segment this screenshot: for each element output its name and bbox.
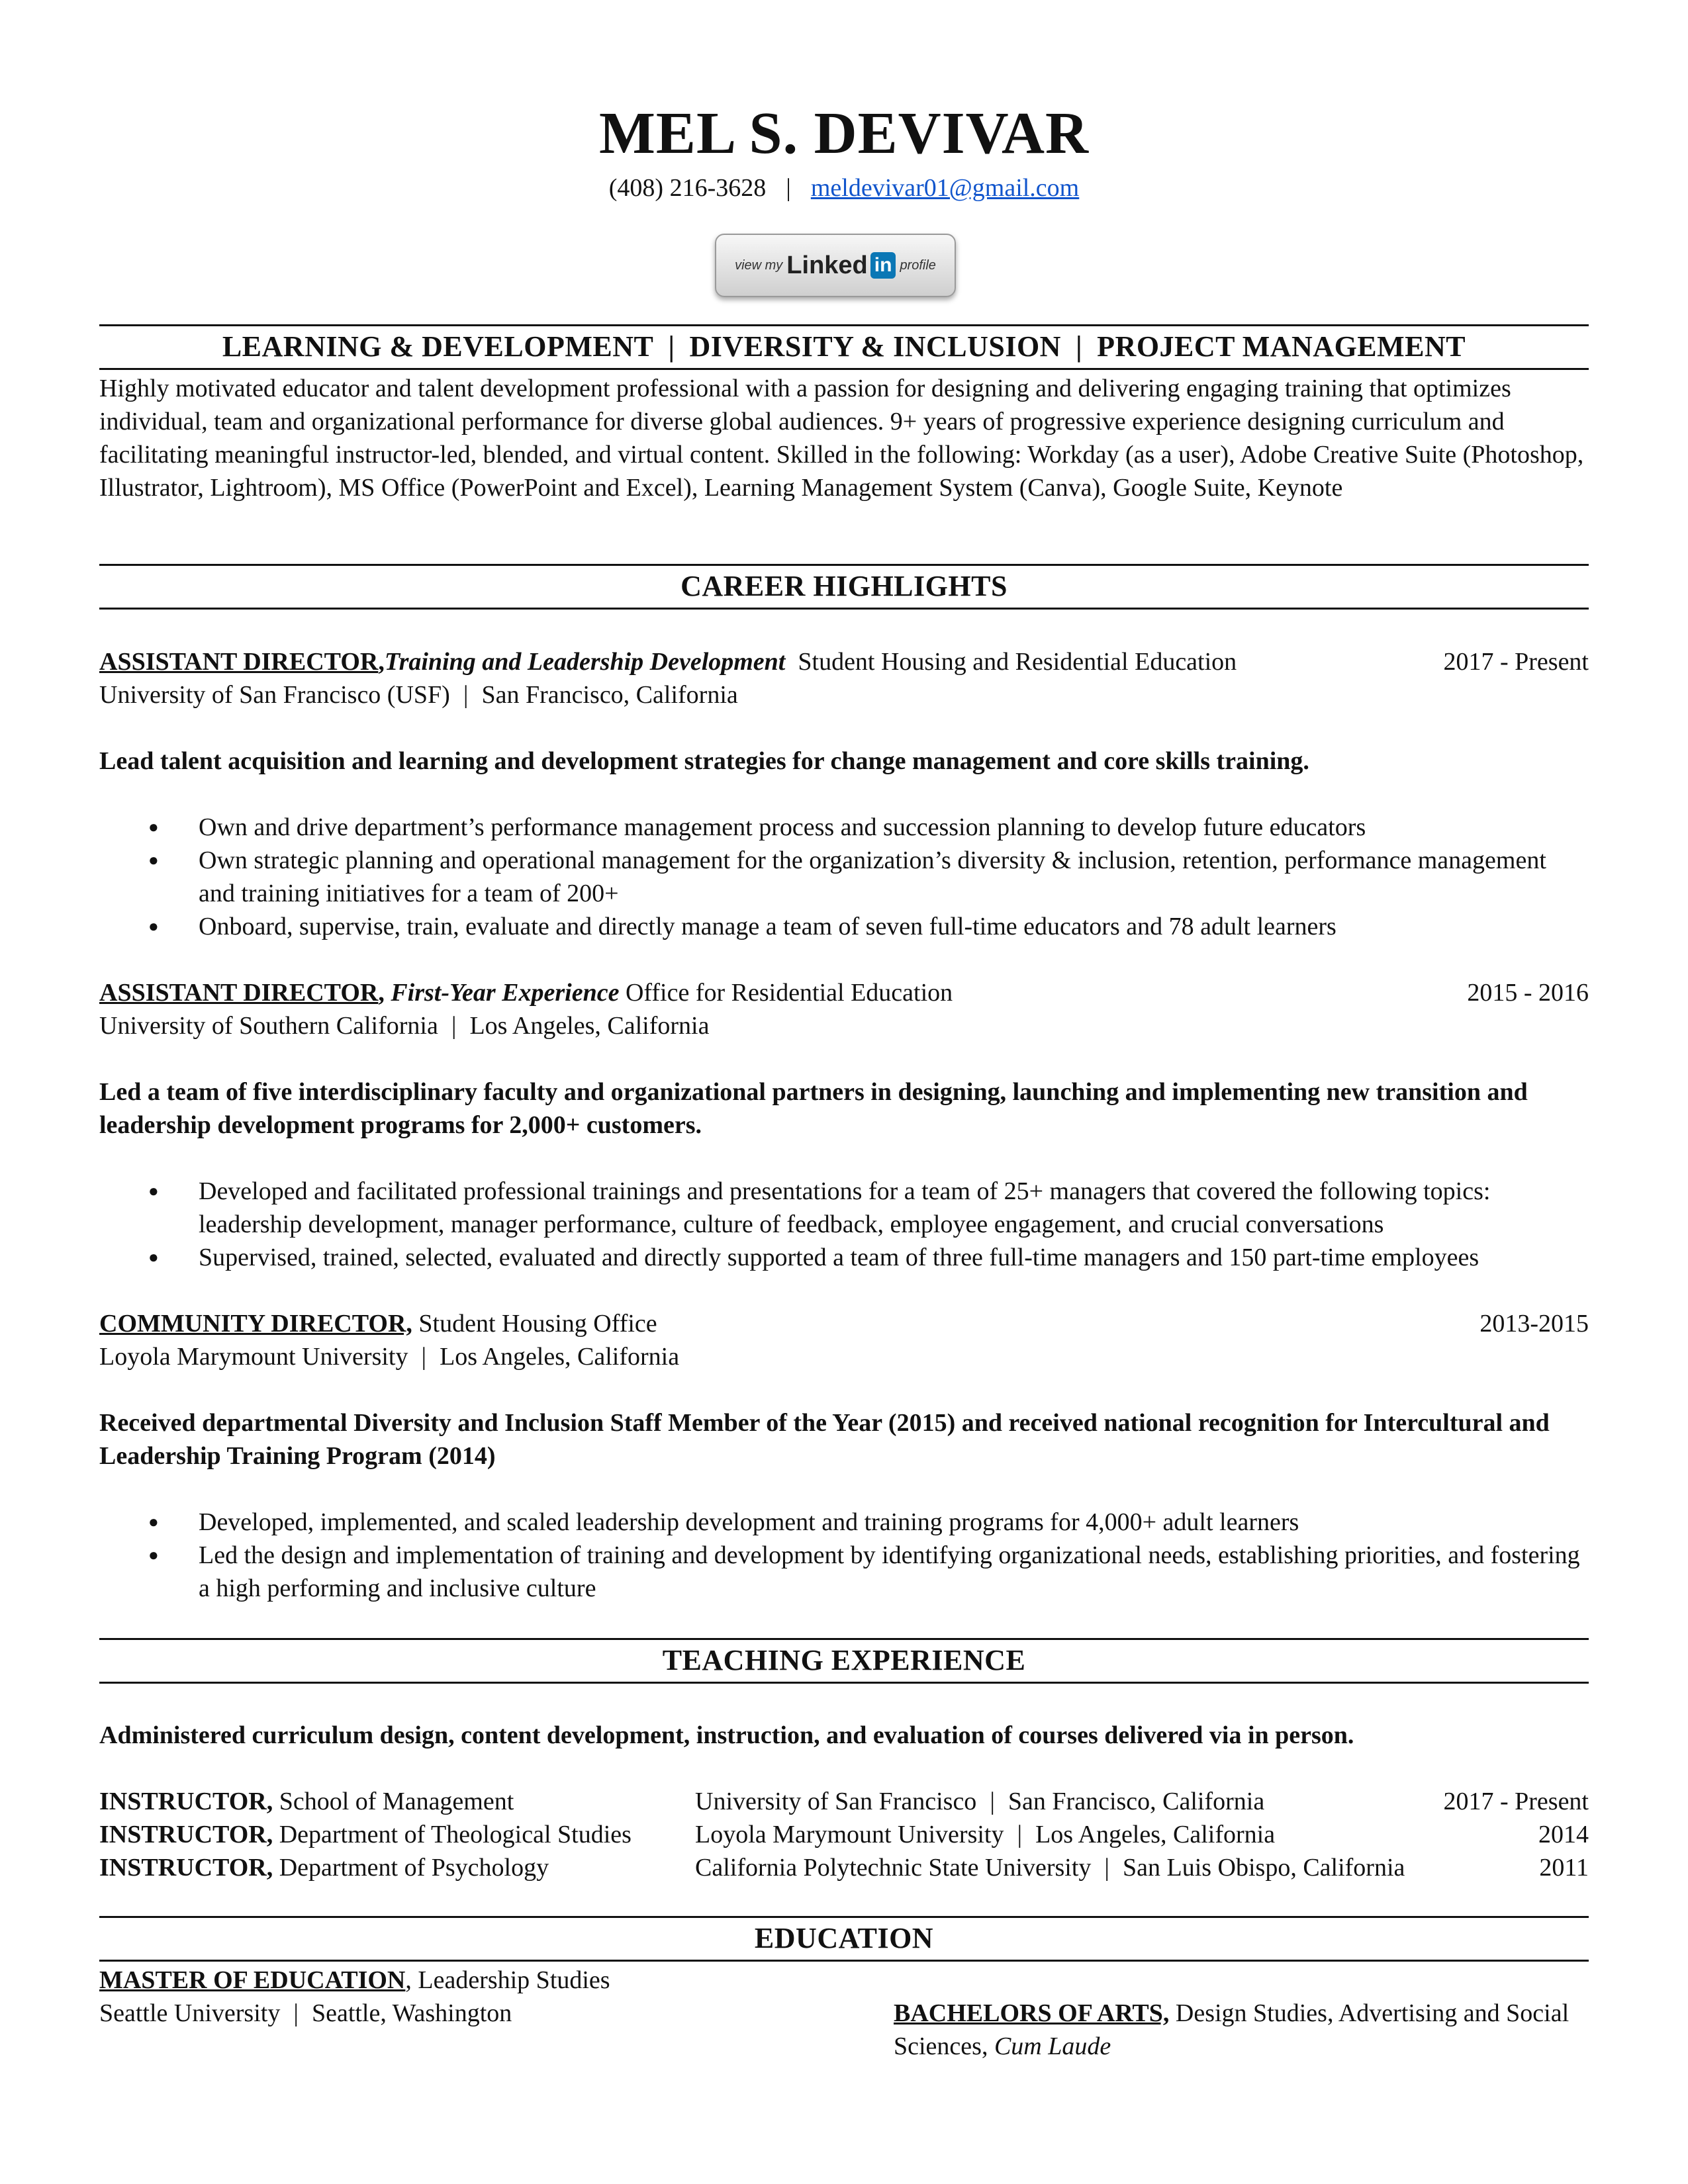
list-item: ● Developed, implemented, and scaled leadership development and training programs for 4,000+ adult learners	[99, 1506, 1589, 1539]
job-title-line	[99, 1307, 1589, 1340]
job-department: Student Housing and Residential Education	[798, 648, 1237, 676]
job-org: University of Southern California	[99, 1012, 438, 1040]
job-org: Loyola Marymount University	[99, 1343, 408, 1371]
job-org-line	[99, 1340, 1589, 1373]
job-department: Office for Residential Education	[625, 979, 953, 1007]
job-summary: Lead talent acquisition and learning and development strategies for change management and core skills training.	[99, 747, 1309, 775]
list-item: ● Supervised, trained, selected, evaluated and directly supported a team of three full-time managers and 150 part-time employees	[99, 1241, 1589, 1274]
job-role: ASSISTANT DIRECTOR	[99, 648, 379, 676]
job-bullets	[99, 811, 1589, 943]
job-bullets	[99, 1506, 1589, 1605]
bachelors-degree	[894, 1997, 1595, 2063]
summary-title-part: LEARNING & DEVELOPMENT	[222, 330, 654, 363]
section-divider	[99, 324, 1589, 326]
job-comma: ,	[378, 979, 385, 1007]
section-divider	[99, 608, 1589, 610]
job-location: San Francisco, California	[481, 681, 738, 709]
summary-title-part: PROJECT MANAGEMENT	[1097, 330, 1466, 363]
job-dates: 2015 - 2016	[1467, 979, 1589, 1007]
separator: |	[421, 1343, 427, 1371]
career-title: CAREER HIGHLIGHTS	[680, 570, 1008, 602]
phone-number: (408) 216-3628	[608, 174, 767, 202]
summary-text: Highly motivated educator and talent development professional with a passion for designing and delivering engaging training that optimizes individual, team and organizational performance for diverse global audiences. 9+ years of progressive experience designing curriculum and facilitating meaningful instructor-led, blended, and virtual content. Skilled in the following: Workday (as a user), Adobe Creative Suite (Photoshop, Illustrator, Lightroom), MS Office (PowerPoint and Excel), Learning Management System (Canva), Google Suite, Keynote	[99, 375, 1584, 502]
section-divider	[99, 1960, 1589, 1962]
job-location: Los Angeles, California	[440, 1343, 680, 1371]
summary-title	[99, 330, 1589, 363]
separator: |	[786, 174, 791, 202]
job-department: Student Housing Office	[418, 1310, 657, 1338]
list-item: ● Onboard, supervise, train, evaluate and directly manage a team of seven full-time educators and 78 adult learners	[99, 910, 1589, 943]
degree-name: MASTER OF EDUCATION	[99, 1966, 406, 1994]
job-summary: Received departmental Diversity and Inclusion Staff Member of the Year (2015) and received national recognition for Intercultural and Leadership Training Program (2014)	[99, 1409, 1550, 1470]
teaching-dates: 2014	[1538, 1821, 1589, 1848]
school-name: Seattle University	[99, 1999, 281, 2027]
email-link[interactable]: meldevivar01@gmail.com	[810, 174, 1080, 202]
separator: |	[463, 681, 469, 709]
masters-degree	[99, 1964, 1589, 1997]
job-org-line	[99, 1009, 1589, 1042]
linkedin-in-icon: in	[870, 252, 896, 279]
school-location: Seattle, Washington	[311, 1999, 512, 2027]
job-role: COMMUNITY DIRECTOR,	[99, 1310, 412, 1338]
job-role: ASSISTANT DIRECTOR	[99, 979, 379, 1007]
separator: |	[451, 1012, 457, 1040]
teaching-title: TEACHING EXPERIENCE	[662, 1644, 1026, 1676]
section-divider	[99, 564, 1589, 566]
job-dates: 2017 - Present	[1443, 648, 1589, 676]
candidate-name: MEL S. DEVIVAR	[598, 101, 1090, 166]
teaching-school: Loyola Marymount University | Los Angeles, California	[695, 1821, 1276, 1848]
section-divider	[99, 368, 1589, 370]
list-item: ● Own strategic planning and operational management for the organization’s diversity & inclusion, retention, performance management and training initiatives for a team of 200+	[99, 844, 1589, 910]
job-specialty: First-Year Experience	[391, 979, 620, 1007]
separator: |	[668, 330, 675, 363]
linkedin-suffix: profile	[900, 257, 936, 273]
contact-line	[0, 173, 1688, 203]
separator: |	[1075, 330, 1083, 363]
summary-title-part: DIVERSITY & INCLUSION	[689, 330, 1061, 363]
education-title: EDUCATION	[754, 1922, 934, 1954]
teaching-role: INSTRUCTOR, Department of Theological Studies	[99, 1821, 632, 1848]
job-summary: Led a team of five interdisciplinary faculty and organizational partners in designing, launching and implementing new transition and leadership development programs for 2,000+ customers.	[99, 1078, 1528, 1139]
job-specialty: Training and Leadership Development	[384, 648, 786, 676]
job-comma: ,	[378, 648, 385, 676]
masters-school-line	[99, 1997, 512, 2030]
linkedin-profile-button[interactable]	[715, 234, 956, 297]
job-bullets	[99, 1175, 1589, 1274]
job-dates: 2013-2015	[1479, 1310, 1589, 1338]
degree-field: Design Studies, Advertising and Social Sciences,	[894, 1999, 1570, 2060]
job-title-line	[99, 645, 1589, 678]
teaching-school: University of San Francisco | San Francisco, California	[695, 1788, 1265, 1815]
list-item: ● Own and drive department’s performance management process and succession planning to develop future educators	[99, 811, 1589, 844]
teaching-role: INSTRUCTOR, School of Management	[99, 1788, 514, 1815]
teaching-dates: 2017 - Present	[1443, 1788, 1589, 1815]
job-org-line	[99, 678, 1589, 711]
teaching-dates: 2011	[1539, 1854, 1589, 1882]
linkedin-prefix: view my	[735, 257, 783, 273]
job-location: Los Angeles, California	[469, 1012, 710, 1040]
teaching-school: California Polytechnic State University | San Luis Obispo, California	[695, 1854, 1405, 1882]
degree-honors: Cum Laude	[994, 2032, 1111, 2060]
linkedin-logo-text: Linked	[786, 251, 868, 279]
separator: |	[293, 1999, 299, 2027]
job-org: University of San Francisco (USF)	[99, 681, 450, 709]
degree-name: BACHELORS OF ARTS,	[894, 1999, 1170, 2027]
degree-field: , Leadership Studies	[405, 1966, 610, 1994]
job-title-line	[99, 976, 1589, 1009]
teaching-role: INSTRUCTOR, Department of Psychology	[99, 1854, 549, 1882]
section-divider	[99, 1682, 1589, 1684]
section-divider	[99, 1916, 1589, 1918]
list-item: ● Developed and facilitated professional trainings and presentations for a team of 25+ managers that covered the following topics: leadership development, manager performance, culture of feedback, employee engagement, and crucial conversations	[99, 1175, 1589, 1241]
list-item: ● Led the design and implementation of training and development by identifying organizational needs, establishing priorities, and fostering a high performing and inclusive culture	[99, 1539, 1589, 1605]
section-divider	[99, 1638, 1589, 1640]
teaching-summary: Administered curriculum design, content development, instruction, and evaluation of courses delivered via in person.	[99, 1721, 1354, 1749]
